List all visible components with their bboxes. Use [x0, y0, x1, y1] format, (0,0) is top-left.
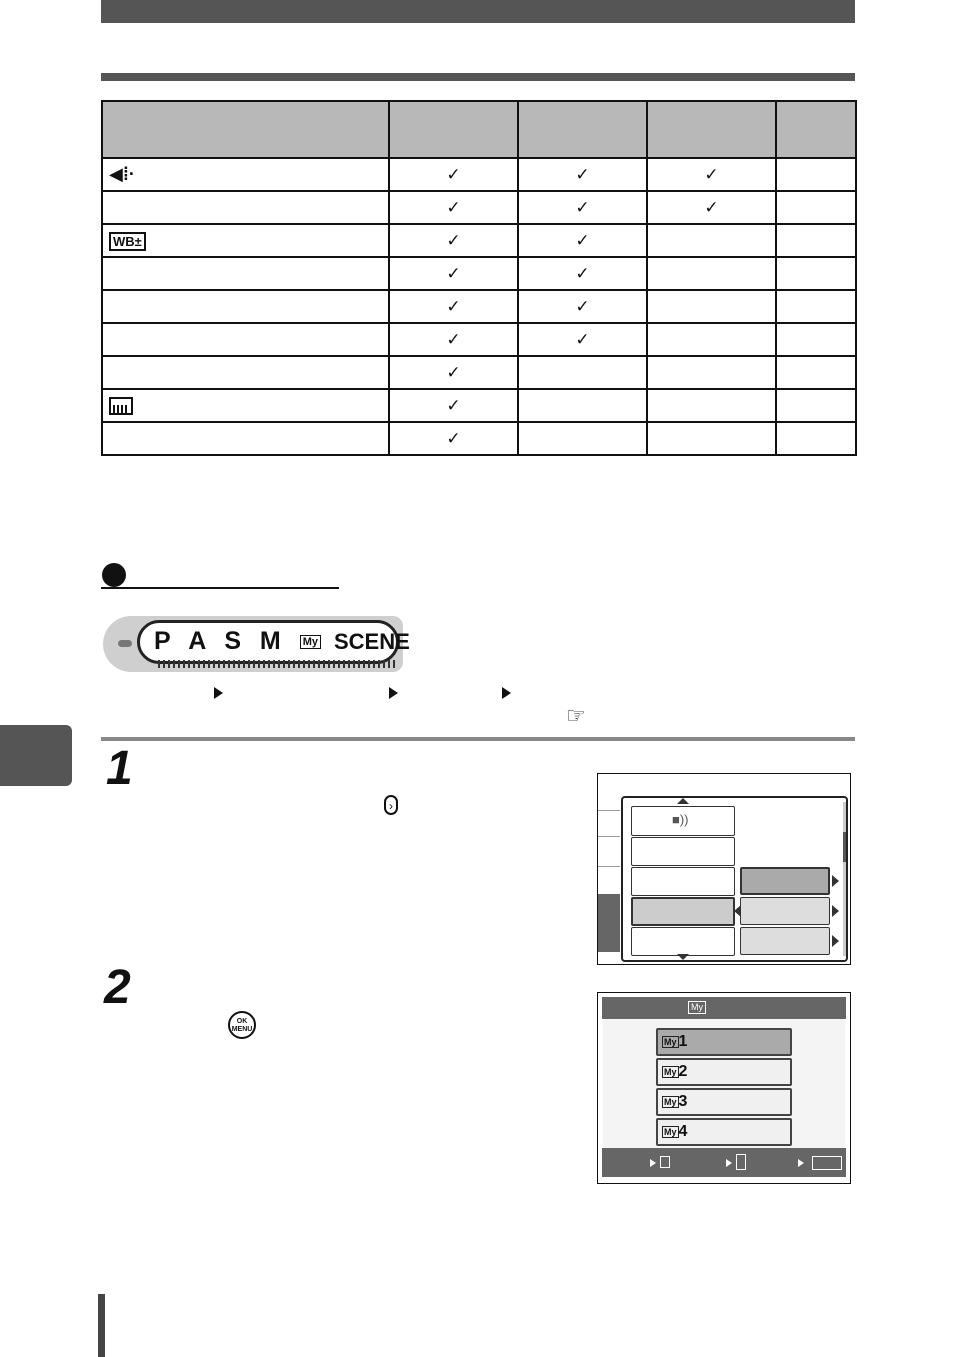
ok-label: OK: [236, 1018, 248, 1025]
check-cell: [647, 191, 776, 224]
check-cell: [776, 422, 856, 455]
step-number: 1: [106, 742, 133, 795]
submenu-item[interactable]: [740, 897, 830, 925]
camera-menu-screen: [597, 773, 851, 965]
feature-cell: [102, 323, 389, 356]
table-row: [102, 356, 856, 389]
check-cell: [518, 323, 647, 356]
sound-icon: ■)): [672, 812, 689, 827]
check-cell: [389, 191, 518, 224]
my-setting-number: 3: [678, 1093, 688, 1110]
submenu-item[interactable]: [740, 927, 830, 955]
mode-dial-modes: P A S M: [154, 627, 287, 655]
table-header-cell: [776, 101, 856, 158]
check-cell: [776, 323, 856, 356]
my-mode-icon: My: [300, 635, 321, 649]
menu-path-arrow-icon: [502, 687, 511, 699]
menu-label: MENU: [231, 1026, 253, 1033]
menu-item[interactable]: [631, 867, 735, 896]
scrollbar-thumb[interactable]: [843, 832, 846, 862]
submenu-right-arrow-icon: [832, 875, 839, 887]
my-setting-number: 1: [678, 1033, 688, 1050]
my-setting-item[interactable]: [656, 1088, 792, 1116]
check-cell: [518, 422, 647, 455]
screen-footer: [602, 1148, 846, 1177]
check-cell: [776, 389, 856, 422]
submenu-right-arrow-icon: [832, 935, 839, 947]
ok-button-icon: [812, 1156, 842, 1170]
mode-dial-ticks: [158, 660, 396, 668]
check-cell: [776, 191, 856, 224]
section-bullet: [102, 563, 126, 587]
check-mark-icon: ✓: [446, 362, 461, 382]
check-mark-icon: ✓: [704, 164, 719, 184]
my-setting-number: 2: [678, 1063, 688, 1080]
check-cell: [389, 224, 518, 257]
menu-side-tab: [598, 836, 620, 867]
feature-cell: [102, 422, 389, 455]
check-mark-icon: ✓: [446, 296, 461, 316]
section-bar: [101, 73, 855, 81]
check-cell: [518, 158, 647, 191]
scroll-down-icon: [677, 954, 689, 960]
feature-cell: [102, 191, 389, 224]
my-setting-item[interactable]: [656, 1118, 792, 1146]
my-setting-item[interactable]: [656, 1058, 792, 1086]
my-mode-icon: My: [664, 1096, 677, 1107]
check-cell: [389, 257, 518, 290]
menu-item[interactable]: [631, 927, 735, 956]
histogram-icon: [109, 397, 133, 415]
check-cell: [776, 158, 856, 191]
arrow-pad-right-icon: ›: [384, 795, 398, 815]
my-mode-icon: My: [664, 1036, 677, 1047]
check-cell: [647, 422, 776, 455]
table-row: [102, 191, 856, 224]
check-mark-icon: ✓: [704, 197, 719, 217]
check-mark-icon: ✓: [446, 197, 461, 217]
menu-item[interactable]: [631, 837, 735, 866]
header-bar: [101, 0, 855, 23]
check-cell: [518, 290, 647, 323]
check-mark-icon: ✓: [575, 230, 590, 250]
menu-panel: [621, 796, 848, 962]
table-row: [102, 323, 856, 356]
page-reference-hand-icon: ☞: [566, 703, 586, 728]
section-underline: [101, 587, 339, 589]
check-cell: [389, 422, 518, 455]
check-mark-icon: ✓: [575, 197, 590, 217]
check-cell: [647, 257, 776, 290]
ok-menu-button-icon: [228, 1011, 256, 1039]
my-mode-setup-screen: [597, 992, 851, 1184]
check-mark-icon: ✓: [446, 428, 461, 448]
footer-arrow-icon: [650, 1159, 656, 1167]
check-cell: [647, 389, 776, 422]
menu-path-arrow-icon: [214, 687, 223, 699]
table-row: [102, 389, 856, 422]
check-mark-icon: ✓: [446, 263, 461, 283]
check-cell: [389, 158, 518, 191]
table-header-cell: [389, 101, 518, 158]
screen-header: [602, 997, 846, 1019]
check-cell: [389, 389, 518, 422]
check-cell: [647, 224, 776, 257]
feature-cell: [102, 257, 389, 290]
check-cell: [389, 290, 518, 323]
menu-side-tab-active: [598, 894, 620, 952]
check-cell: [518, 389, 647, 422]
check-mark-icon: ✓: [446, 230, 461, 250]
check-mark-icon: ✓: [575, 329, 590, 349]
left-button-icon: [660, 1156, 670, 1168]
check-cell: [776, 224, 856, 257]
check-cell: [647, 323, 776, 356]
mode-dial-label: [154, 627, 410, 656]
table-header-cell: [647, 101, 776, 158]
check-cell: [389, 323, 518, 356]
table-row: [102, 422, 856, 455]
check-mark-icon: ✓: [446, 164, 461, 184]
check-cell: [776, 257, 856, 290]
menu-path-arrow-icon: [389, 687, 398, 699]
chapter-tab: [0, 725, 72, 786]
scroll-up-icon: [677, 798, 689, 804]
check-cell: [518, 191, 647, 224]
check-mark-icon: ✓: [575, 263, 590, 283]
table-row: [102, 158, 856, 191]
menu-item-sound[interactable]: [631, 806, 735, 836]
my-setting-item[interactable]: [656, 1028, 792, 1056]
flash-intensity-icon: ◀⁞·: [109, 164, 135, 184]
my-setting-number: 4: [678, 1123, 688, 1140]
check-cell: [518, 356, 647, 389]
check-mark-icon: ✓: [446, 329, 461, 349]
feature-cell: [102, 389, 389, 422]
table-row: [102, 290, 856, 323]
scrollbar[interactable]: [843, 802, 846, 956]
page-edge-bar: [98, 1294, 105, 1357]
menu-item-selected[interactable]: [631, 897, 735, 926]
table-row: [102, 224, 856, 257]
check-cell: [518, 257, 647, 290]
check-cell: [389, 356, 518, 389]
check-mark-icon: ✓: [575, 296, 590, 316]
feature-cell: [102, 356, 389, 389]
check-cell: [518, 224, 647, 257]
check-cell: [647, 158, 776, 191]
step-divider: [101, 737, 855, 741]
up-down-button-icon: [736, 1154, 746, 1170]
feature-cell: [102, 158, 389, 191]
footer-arrow-icon: [726, 1159, 732, 1167]
my-mode-icon: My: [664, 1126, 677, 1137]
scene-mode-label: SCENE: [333, 629, 410, 654]
my-mode-icon: My: [688, 1001, 706, 1014]
menu-side-tab: [598, 810, 620, 837]
table-header-row: [102, 101, 856, 158]
table-header-cell: [102, 101, 389, 158]
check-cell: [647, 356, 776, 389]
check-mark-icon: ✓: [575, 164, 590, 184]
feature-table: [101, 100, 857, 456]
submenu-item-selected[interactable]: [740, 867, 830, 895]
wb-compensation-icon: WB±: [109, 232, 146, 251]
check-cell: [776, 356, 856, 389]
check-cell: [647, 290, 776, 323]
submenu-right-arrow-icon: [832, 905, 839, 917]
check-cell: [776, 290, 856, 323]
menu-side-tab: [598, 866, 620, 895]
footer-arrow-icon: [798, 1159, 804, 1167]
mode-dial-indicator: [118, 640, 132, 647]
step-number: 2: [104, 961, 131, 1014]
table-header-cell: [518, 101, 647, 158]
my-mode-icon: My: [664, 1066, 677, 1077]
table-row: [102, 257, 856, 290]
check-mark-icon: ✓: [446, 395, 461, 415]
feature-cell: [102, 224, 389, 257]
feature-cell: [102, 290, 389, 323]
